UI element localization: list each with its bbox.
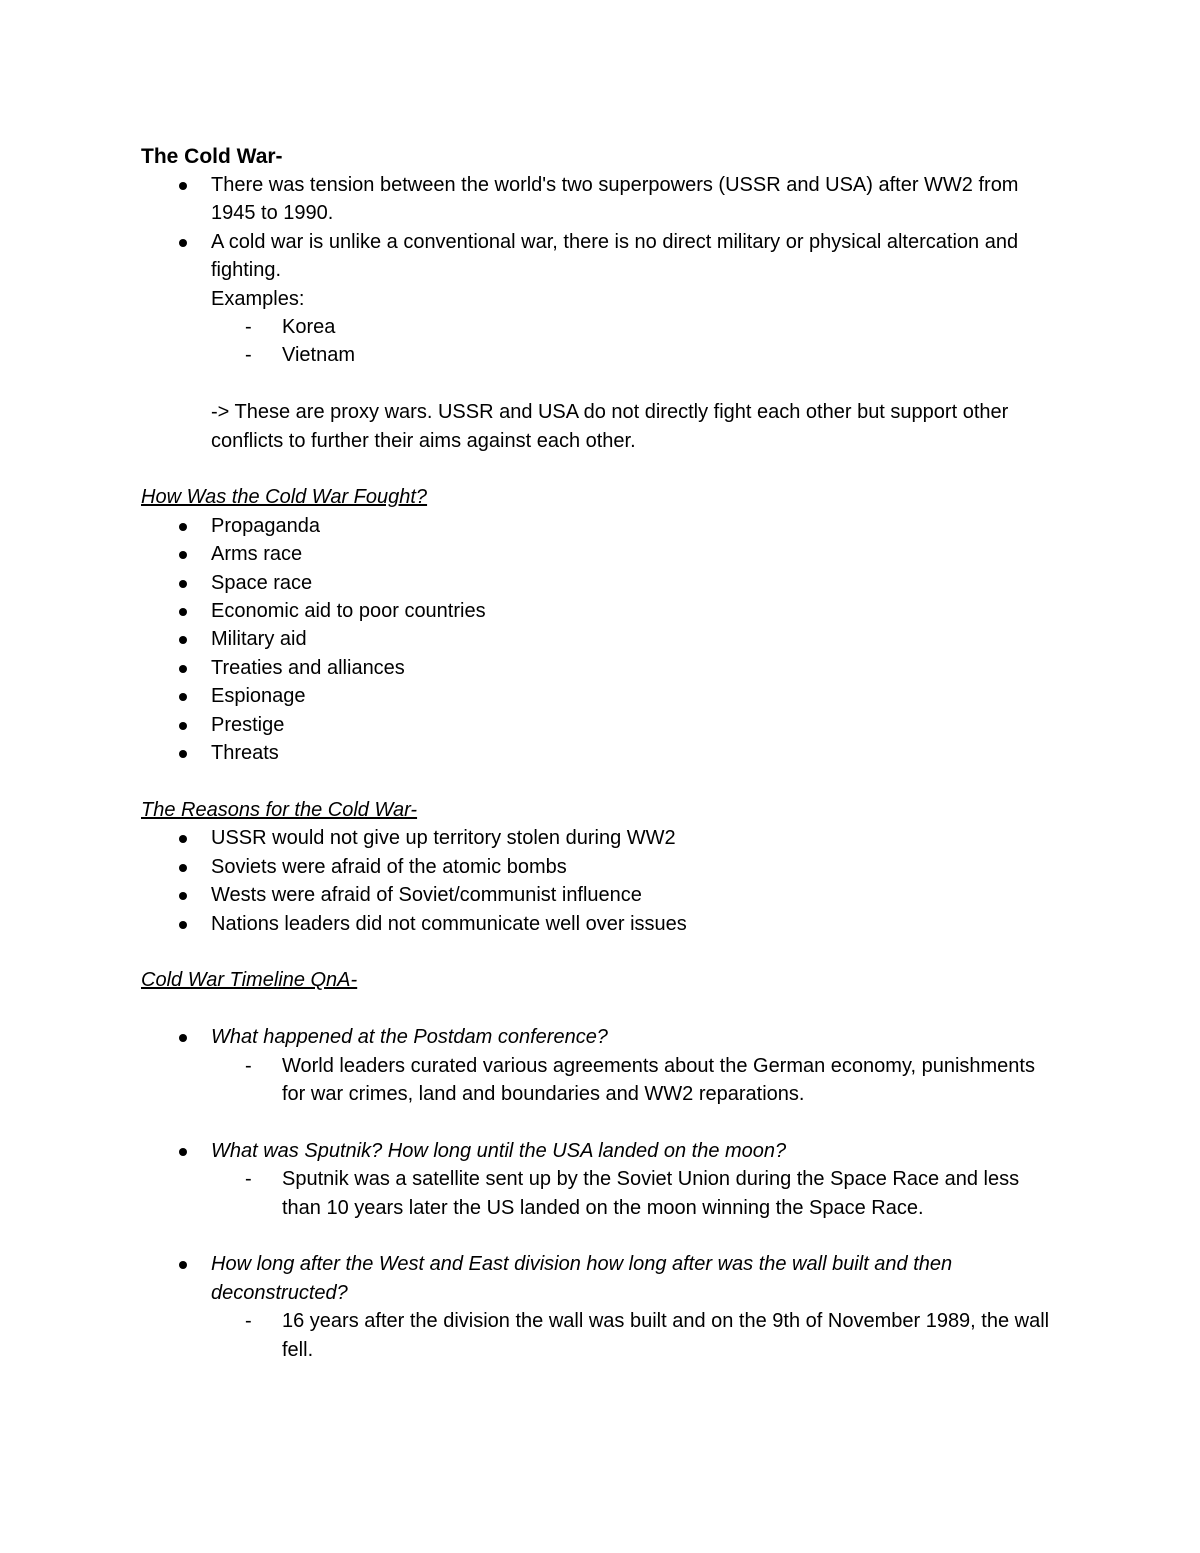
list-item bbox=[141, 569, 1050, 597]
example-item bbox=[141, 341, 1050, 369]
bullet-icon bbox=[179, 722, 187, 730]
qna-question bbox=[141, 1250, 1050, 1307]
answer-text: Sputnik was a satellite sent up by the Soviet Union during the Space Race and less than 10 years later the US landed on the moon winning the Space Race. bbox=[282, 1168, 1020, 1219]
bullet-icon bbox=[179, 892, 187, 900]
fought-item-text: Threats bbox=[211, 742, 279, 765]
fought-list bbox=[141, 512, 1050, 768]
list-item bbox=[141, 739, 1050, 767]
qna-item bbox=[141, 1137, 1050, 1222]
fought-item-text: Military aid bbox=[211, 628, 307, 651]
section-heading-reasons: The Reasons for the Cold War- bbox=[141, 798, 418, 821]
fought-item-text: Prestige bbox=[211, 713, 285, 736]
section-heading-qna: Cold War Timeline QnA- bbox=[141, 969, 358, 992]
reasons-list bbox=[141, 824, 1050, 938]
fought-item-text: Economic aid to poor countries bbox=[211, 600, 486, 623]
example-text: Korea bbox=[282, 316, 336, 339]
list-item bbox=[141, 682, 1050, 710]
list-item bbox=[141, 853, 1050, 881]
bullet-icon bbox=[179, 1148, 187, 1156]
bullet-icon bbox=[179, 1034, 187, 1042]
section-heading-fought: How Was the Cold War Fought? bbox=[141, 486, 428, 509]
qna-item bbox=[141, 1023, 1050, 1108]
bullet-icon bbox=[179, 636, 187, 644]
list-item bbox=[141, 597, 1050, 625]
list-item bbox=[141, 540, 1050, 568]
answer-text: 16 years after the division the wall was built and on the 9th of November 1989, the wall fell. bbox=[282, 1310, 1050, 1361]
question-text: What happened at the Postdam conference? bbox=[211, 1026, 608, 1049]
document-title: The Cold War- bbox=[141, 145, 283, 168]
reason-item-text: Nations leaders did not communicate well over issues bbox=[211, 912, 687, 935]
dash-icon: - bbox=[245, 316, 252, 339]
bullet-icon bbox=[179, 665, 187, 673]
bullet-icon bbox=[179, 182, 187, 190]
list-item bbox=[141, 625, 1050, 653]
bullet-icon bbox=[179, 693, 187, 701]
bullet-icon bbox=[179, 1261, 187, 1269]
example-text: Vietnam bbox=[282, 344, 356, 367]
bullet-icon bbox=[179, 921, 187, 929]
qna-answer bbox=[141, 1165, 1050, 1222]
reason-item-text: Wests were afraid of Soviet/communist influence bbox=[211, 884, 642, 907]
list-item bbox=[141, 910, 1050, 938]
list-item bbox=[141, 654, 1050, 682]
question-text: How long after the West and East division how long after was the wall built and then deconstructed? bbox=[211, 1253, 953, 1304]
dash-icon: - bbox=[245, 1310, 252, 1333]
qna-answer bbox=[141, 1052, 1050, 1109]
reason-item-text: USSR would not give up territory stolen during WW2 bbox=[211, 827, 676, 850]
bullet-icon bbox=[179, 551, 187, 559]
bullet-icon bbox=[179, 523, 187, 531]
bullet-icon bbox=[179, 750, 187, 758]
qna-answer bbox=[141, 1307, 1050, 1364]
dash-icon: - bbox=[245, 1054, 252, 1077]
list-item bbox=[141, 711, 1050, 739]
dash-icon: - bbox=[245, 1168, 252, 1191]
bullet-icon bbox=[179, 580, 187, 588]
list-item bbox=[141, 824, 1050, 852]
bullet-icon bbox=[179, 608, 187, 616]
fought-item-text: Space race bbox=[211, 571, 313, 594]
proxy-note: -> These are proxy wars. USSR and USA do not directly fight each other but support other conflicts to further their aims against each other. bbox=[211, 401, 1009, 452]
fought-item-text: Treaties and alliances bbox=[211, 656, 405, 679]
list-item bbox=[141, 512, 1050, 540]
bullet-icon bbox=[179, 239, 187, 247]
examples-label: Examples: bbox=[211, 287, 305, 310]
fought-item-text: Propaganda bbox=[211, 514, 320, 537]
dash-icon: - bbox=[245, 344, 252, 367]
answer-text: World leaders curated various agreements about the German economy, punishments for war crimes, land and boundaries and WW2 reparations. bbox=[282, 1054, 1035, 1105]
question-text: What was Sputnik? How long until the USA landed on the moon? bbox=[211, 1139, 787, 1162]
reason-item-text: Soviets were afraid of the atomic bombs bbox=[211, 855, 567, 878]
bullet-icon bbox=[179, 864, 187, 872]
bullet-icon bbox=[179, 835, 187, 843]
fought-item-text: Arms race bbox=[211, 543, 303, 566]
list-item bbox=[141, 881, 1050, 909]
example-item bbox=[141, 313, 1050, 341]
qna-question bbox=[141, 1137, 1050, 1165]
intro-list bbox=[141, 171, 1050, 285]
intro-bullet-text: There was tension between the world's two superpowers (USSR and USA) after WW2 from 1945 to 1990. bbox=[211, 174, 1019, 225]
fought-item-text: Espionage bbox=[211, 685, 306, 708]
qna-question bbox=[141, 1023, 1050, 1051]
list-item bbox=[141, 228, 1050, 285]
list-item bbox=[141, 171, 1050, 228]
qna-item bbox=[141, 1250, 1050, 1364]
intro-bullet-text: A cold war is unlike a conventional war, there is no direct military or physical altercation and fighting. bbox=[211, 230, 1019, 282]
